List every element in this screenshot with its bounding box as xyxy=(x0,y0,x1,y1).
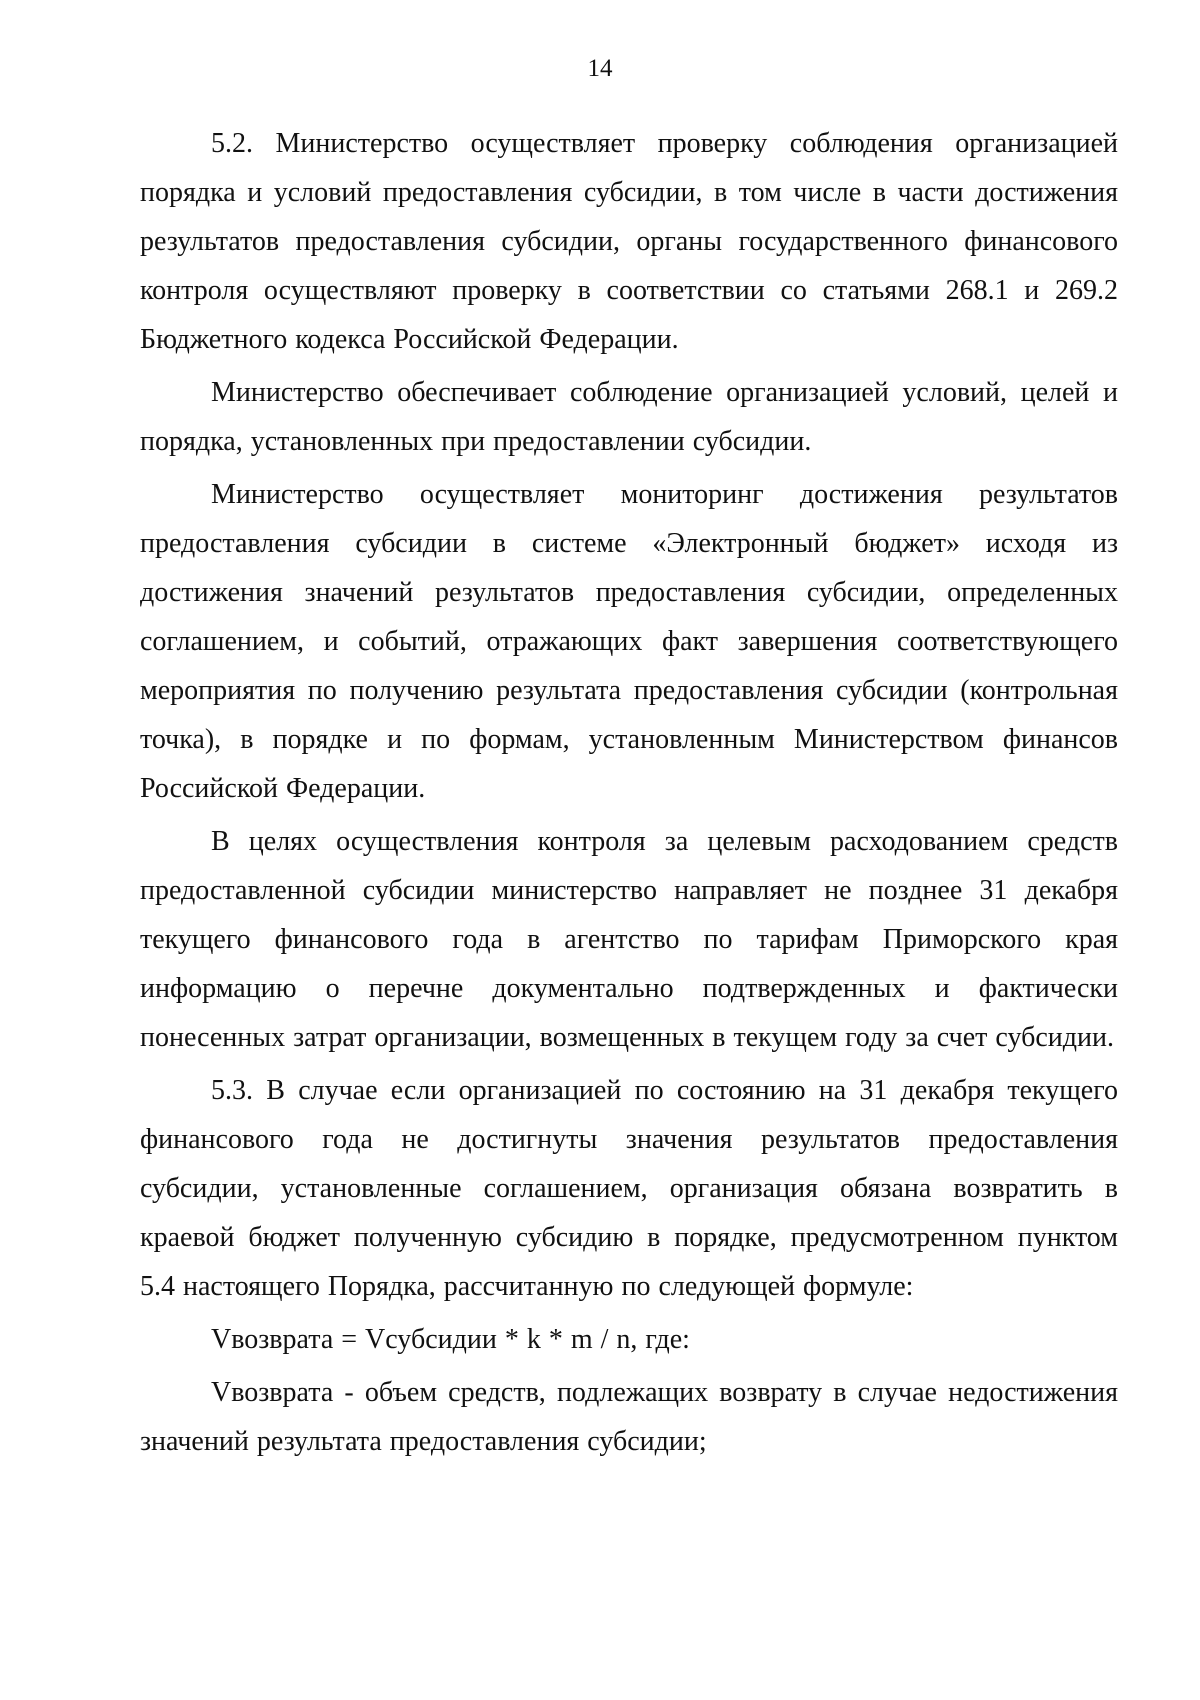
paragraph-ministry-compliance: Министерство обеспечивает соблюдение организацией условий, целей и порядка, установленных при предоставлении субсидии. xyxy=(140,377,1118,457)
page-number: 14 xyxy=(587,55,613,82)
formula: Vвозврата = Vсубсидии * k * m / n, где: xyxy=(211,1324,690,1355)
formula-definition: Vвозврата - объем средств, подлежащих возврату в случае недостижения значений результата предоставления субсидии; xyxy=(140,1377,1118,1457)
paragraph-5-2: 5.2. Министерство осуществляет проверку соблюдения организацией порядка и условий предоставления субсидии, в том числе в части достижения результатов предоставления субсидии, органы государственного финансового контроля осуществляют проверку в соответствии со статьями 268.1 и 269.2 Бюджетного кодекса Российской Федерации. xyxy=(140,128,1118,355)
paragraph-monitoring: Министерство осуществляет мониторинг достижения результатов предоставления субсидии в системе «Электронный бюджет» исходя из достижения значений результатов предоставления субсидии, определенных соглашением, и событий, отражающих факт завершения соответствующего мероприятия по получению результата предоставления субсидии (контрольная точка), в порядке и по формам, установленным Министерством финансов Российской Федерации. xyxy=(140,479,1118,804)
document-body xyxy=(140,119,1118,1470)
paragraph-control: В целях осуществления контроля за целевым расходованием средств предоставленной субсидии министерство направляет не позднее 31 декабря текущего финансового года в агентство по тарифам Приморского края информацию о перечне документально подтвержденных и фактически понесенных затрат организации, возмещенных в текущем году за счет субсидии. xyxy=(140,826,1118,1053)
paragraph-5-3: 5.3. В случае если организацией по состоянию на 31 декабря текущего финансового года не достигнуты значения результатов предоставления субсидии, установленные соглашением, организация обязана возвратить в краевой бюджет полученную субсидию в порядке, предусмотренном пунктом 5.4 настоящего Порядка, рассчитанную по следующей формуле: xyxy=(140,1075,1118,1302)
